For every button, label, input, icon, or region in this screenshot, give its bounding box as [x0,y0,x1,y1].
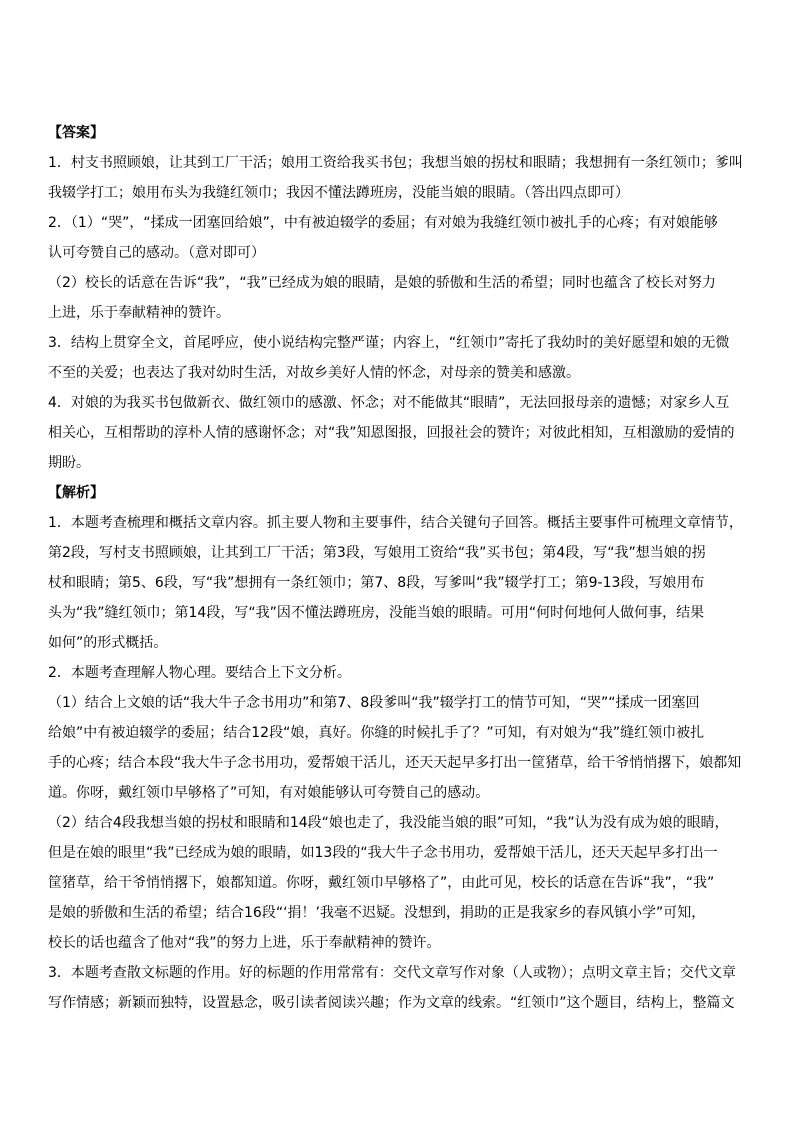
answer-heading: 【答案】 [48,125,104,141]
analysis-section [48,508,754,1018]
analysis-line: 写作情感；新颖而独特，设置悬念，吸引读者阅读兴趣；作为文章的线索。“红领巾”这个题目，结构上，整篇文 [48,995,735,1011]
analysis-line: 但是在娘的眼里“我”已经成为娘的眼睛，如13段的“我大牛子念书用功，爱帮娘干活儿，还天天起早多打出一 [48,845,718,861]
answer-line: 4．对娘的为我买书包做新衣、做红领巾的感激、怀念；对不能做其“眼睛”，无法回报母亲的遗憾；对家乡人互 [48,395,730,411]
answer-line: 上进，乐于奉献精神的赞许。 [48,305,230,321]
analysis-line: 手的心疼；结合本段“我大牛子念书用功，爱帮娘干活儿，还天天起早多打出一筐猪草，给干爷悄悄撂下，娘都知 [48,755,742,771]
analysis-line: 3．本题考查散文标题的作用。好的标题的作用常常有：交代文章写作对象（人或物）；点明文章主旨；交代文章 [48,965,736,981]
answer-line: 相关心，互相帮助的淳朴人情的感谢怀念；对“我”知恩图报，回报社会的赞许；对彼此相知，互相激励的爱情的 [48,425,735,441]
analysis-line: 是娘的骄傲和生活的希望；结合16段“‘捐！’我毫不迟疑。没想到，捐助的正是我家乡的春风镇小学”可知， [48,905,706,921]
analysis-line: 头为“我”缝红领巾；第14段，写“我”因不懂法蹲班房，没能当娘的眼睛。可用“何时何地何人做何事，结果 [48,605,705,621]
answer-line: 1．村支书照顾娘，让其到工厂干活；娘用工资给我买书包；我想当娘的拐杖和眼睛；我想拥有一条红领巾；爹叫 [48,155,743,171]
analysis-line: 2．本题考查理解人物心理。要结合上下文分析。 [48,665,351,681]
answer-line: 我辍学打工；娘用布头为我缝红领巾；我因不懂法蹲班房，没能当娘的眼睛。（答出四点即可） [48,185,629,201]
document-body [48,118,754,1018]
analysis-line: 1．本题考查梳理和概括文章内容。抓主要人物和主要事件，结合关键句子回答。概括主要事件可梳理文章情节， [48,515,743,531]
analysis-line: 道。你呀，戴红领巾早够格了”可知，有对娘能够认可夸赞自己的感动。 [48,785,490,801]
answer-section [48,148,754,478]
answer-line: 期盼。 [48,455,90,471]
answer-line: 3．结构上贯穿全文，首尾呼应，使小说结构完整严谨；内容上，“红领巾”寄托了我幼时的美好愿望和娘的无微 [48,335,730,351]
analysis-line: 如何”的形式概括。 [48,635,168,651]
analysis-line: 杖和眼睛；第5、6段，写“我”想拥有一条红领巾；第7、8段，写爹叫“我”辍学打工；第9-13段，写娘用布 [48,575,705,591]
analysis-line: 筐猪草，给干爷悄悄撂下，娘都知道。你呀，戴红领巾早够格了”，由此可见，校长的话意在告诉“我”，“我” [48,875,715,891]
analysis-line: （2）结合4段我想当娘的拐杖和眼睛和14段“娘也走了，我没能当娘的眼”可知，“我”认为没有成为娘的眼睛， [48,815,729,831]
analysis-line: 第2段，写村支书照顾娘，让其到工厂干活；第3段，写娘用工资给“我”买书包；第4段，写“我”想当娘的拐 [48,545,706,561]
analysis-line: 校长的话也蕴含了他对“我”的努力上进，乐于奉献精神的赞许。 [48,935,441,951]
answer-line: （2）校长的话意在告诉“我”，“我”已经成为娘的眼睛，是娘的骄傲和生活的希望；同时也蕴含了校长对努力 [48,275,716,291]
answer-line: 2．（1）“哭”，“揉成一团塞回给娘”，中有被迫辍学的委屈；有对娘为我缝红领巾被扎手的心疼；有对娘能够 [48,215,718,231]
analysis-heading: 【解析】 [48,485,104,501]
answer-line: 认可夸赞自己的感动。（意对即可） [48,245,265,261]
analysis-line: （1）结合上文娘的话“我大牛子念书用功”和第7、8段爹叫“我”辍学打工的情节可知，“哭”“揉成一团塞回 [48,695,700,711]
answer-line: 不至的关爱；也表达了我对幼时生活，对故乡美好人情的怀念，对母亲的赞美和感激。 [48,365,580,381]
analysis-line: 给娘”中有被迫辍学的委屈；结合12段“娘，真好。你缝的时候扎手了？”可知，有对娘为“我”缝红领巾被扎 [48,725,705,741]
